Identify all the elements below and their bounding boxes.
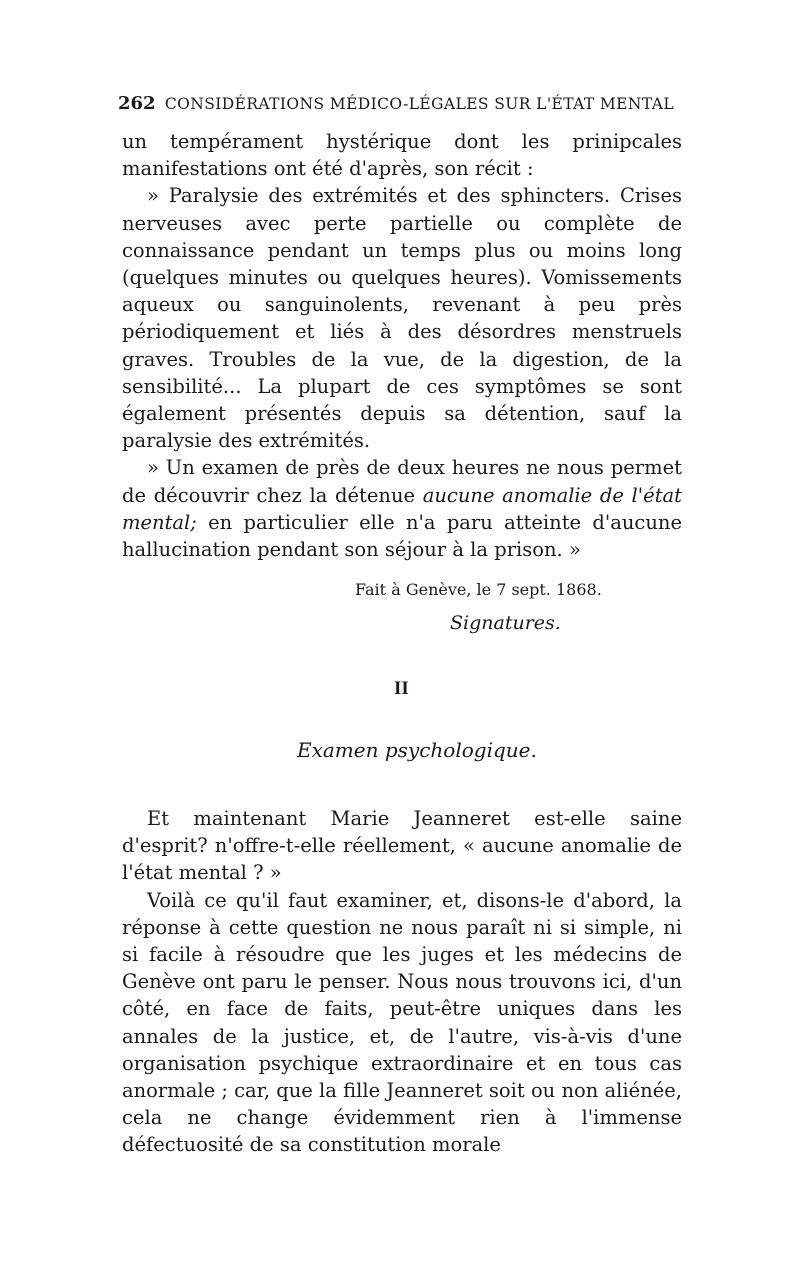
italic-phrase: aucune anomalie de l'état mental; <box>122 483 682 534</box>
paragraph <box>122 454 682 563</box>
paragraph: un tempérament hystérique dont les prinipcales manifestations ont été d'après, son récit : <box>122 130 682 181</box>
paragraph: Et maintenant Marie Jeanneret est-elle saine d'esprit? n'offre-t-elle réellement, « aucune anomalie de l'état mental ? » <box>122 807 682 885</box>
running-title: CONSIDÉRATIONS MÉDICO-LÉGALES SUR L'ÉTAT MENTAL <box>164 95 675 113</box>
quoted-report-text <box>122 128 682 563</box>
text-run: en particulier elle n'a paru atteinte d'aucune hallucination pendant son séjour à la prison. » <box>122 510 682 562</box>
section-title: Examen psychologique. <box>297 738 537 762</box>
signatures-line: Signatures. <box>450 612 561 634</box>
paragraph: Voilà ce qu'il faut examiner, et, disons-le d'abord, la réponse à cette question ne nous paraît ni si simple, ni si facile à résoudre que les juges et les médecins de Genève ont paru le penser. Nous nous trouvons ici, d'un côté, en face de faits, peut-être uniques dans les annales de la justice, et, de l'autre, vis-à-vis d'une organisation psychique extraordinaire et en tous cas anormale ; car, que la fille Jeanneret soit ou non aliénée, cela ne change évidemment rien à l'immense défectuosité de sa constitution morale <box>122 888 682 1157</box>
body-text <box>122 805 682 1159</box>
page-number: 262 <box>118 93 156 114</box>
place-date-line: Fait à Genève, le 7 sept. 1868. <box>355 580 602 599</box>
text-run: » Un examen de près de deux heures ne nous permet de découvrir chez la détenue <box>122 456 682 507</box>
running-header <box>118 93 680 114</box>
section-number: II <box>394 678 409 699</box>
paragraph: » Paralysie des extrémités et des sphincters. Crises nerveuses avec perte partielle ou complète de connaissance pendant un temps plus ou moins long (quelques minutes ou quelques heures). Vomissements aqueux ou sanguinolents, revenant à peu près périodiquement et liés à des désordres menstruels graves. Troubles de la vue, de la digestion, de la sensibilité... La plupart de ces symptômes se sont également présentés depuis sa détention, sauf la paralysie des extrémités. <box>122 184 682 453</box>
